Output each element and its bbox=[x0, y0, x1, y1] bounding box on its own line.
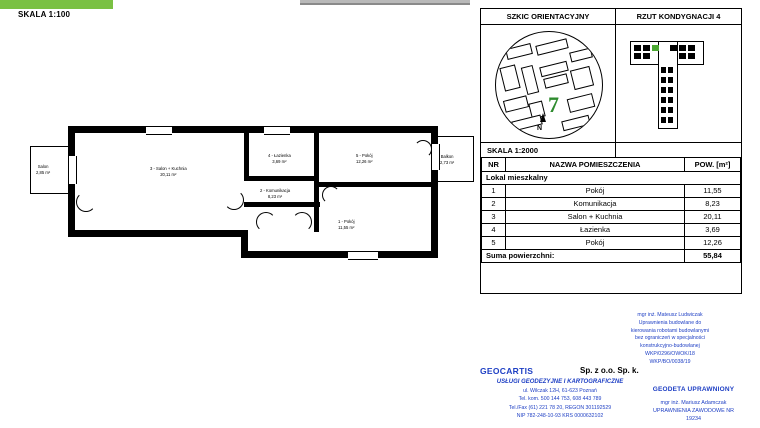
floor-plan bbox=[28, 120, 458, 290]
address-line: Tel./Fax (61) 221 78 20, REGON 301192529 bbox=[508, 404, 612, 411]
note-line: WKP/0296/OWOK/18 bbox=[645, 350, 695, 357]
key-plan-unit bbox=[670, 45, 677, 51]
door-arc-3 bbox=[256, 212, 276, 232]
green-bar-left bbox=[0, 0, 113, 9]
key-plan-wing-v bbox=[658, 41, 678, 129]
cell-area: 12,26 bbox=[685, 236, 741, 249]
floor-key-plan bbox=[616, 25, 741, 143]
sketch-number: 7 bbox=[548, 92, 559, 117]
cell-name: Komunikacja bbox=[506, 197, 685, 210]
key-plan-unit bbox=[688, 53, 695, 59]
info-block bbox=[480, 8, 742, 294]
room-label-lazienka bbox=[268, 153, 291, 164]
cell-name: Łazienka bbox=[506, 223, 685, 236]
wall-int-h2 bbox=[244, 202, 320, 207]
sketch-building bbox=[505, 43, 533, 60]
window-top-2 bbox=[264, 126, 290, 135]
designer-stamp-note bbox=[600, 312, 740, 367]
surveyor-line: mgr inż. Mariusz Adamczak bbox=[660, 400, 727, 406]
surveyor-title: GEODETA UPRAWNIONY bbox=[652, 386, 735, 393]
key-plan-unit bbox=[634, 45, 641, 51]
cell-name: Pokój bbox=[506, 184, 685, 197]
room-area: 8,23 m² bbox=[267, 193, 283, 199]
address-line: Tel. kom. 500 144 753, 608 443 789 bbox=[518, 396, 602, 403]
cell-area: 11,55 bbox=[685, 184, 741, 197]
firm-legal-form: Sp. z o.o. Sp. k. bbox=[580, 366, 639, 375]
wall-int-h1 bbox=[244, 176, 318, 181]
sketch-building bbox=[569, 47, 593, 62]
cell-name: Salon + Kuchnia bbox=[506, 210, 685, 223]
room-area: 12,26 m² bbox=[356, 158, 373, 164]
table-row bbox=[482, 197, 741, 210]
key-plan-unit bbox=[661, 107, 666, 113]
grey-bar-top-2 bbox=[300, 3, 470, 5]
page-scale-label: SKALA 1:100 bbox=[18, 10, 71, 19]
room-label-balkon bbox=[440, 154, 454, 165]
note-line: bez ograniczeń w specjalności bbox=[634, 335, 706, 342]
north-arrow-icon bbox=[540, 113, 546, 122]
wall-int-v2 bbox=[314, 126, 319, 186]
window-left bbox=[68, 156, 77, 184]
sketch-scale-label: SKALA 1:2000 bbox=[481, 143, 616, 158]
window-right bbox=[431, 144, 440, 170]
key-plan-unit bbox=[661, 87, 666, 93]
key-plan-unit bbox=[668, 117, 673, 123]
sketch-circle bbox=[495, 31, 603, 139]
room-area: 3,69 m² bbox=[272, 158, 287, 164]
room-label-pokoj-5 bbox=[356, 153, 373, 164]
room-label-salon-balkon bbox=[36, 164, 50, 175]
key-plan-unit bbox=[634, 53, 641, 59]
room-area: 11,55 m² bbox=[338, 224, 355, 230]
wall-int-v1 bbox=[244, 126, 249, 178]
address-line: ul. Wilczak 12H, 61-623 Poznań bbox=[523, 388, 597, 394]
key-plan-unit-highlight bbox=[652, 45, 659, 51]
key-plan-unit bbox=[643, 45, 650, 51]
key-plan-unit bbox=[679, 45, 686, 51]
table-sum-row bbox=[482, 249, 741, 262]
table-row bbox=[482, 236, 741, 249]
window-bottom bbox=[348, 251, 378, 260]
sketch-building bbox=[503, 95, 529, 112]
key-plan-unit bbox=[668, 107, 673, 113]
table-row bbox=[482, 223, 741, 236]
room-title: Balkon bbox=[440, 154, 454, 159]
key-plan-unit bbox=[661, 67, 666, 73]
door-arc-5 bbox=[322, 186, 340, 204]
floor-key-plan-footer bbox=[616, 143, 741, 158]
wall-bottom-right bbox=[241, 251, 438, 258]
room-title: 1 - Pokój bbox=[338, 219, 355, 224]
cell-nr: 5 bbox=[482, 236, 506, 249]
room-title: 2 - Komunikacja bbox=[260, 188, 291, 193]
premises-table bbox=[481, 158, 741, 263]
sketch-title: SZKIC ORIENTACYJNY bbox=[481, 9, 616, 24]
table-group-row bbox=[482, 171, 741, 184]
table-row bbox=[482, 184, 741, 197]
note-line: kierowania robotami budowlanymi bbox=[630, 327, 710, 334]
firm-address bbox=[480, 387, 640, 420]
th-name: NAZWA POMIESZCZENIA bbox=[506, 158, 685, 171]
room-area: 20,11 m² bbox=[160, 171, 177, 177]
table-row bbox=[482, 210, 741, 223]
address-line: NIP 782-248-10-93 KRS 0000632102 bbox=[516, 412, 604, 419]
door-arc-2 bbox=[224, 190, 244, 210]
cell-nr: 3 bbox=[482, 210, 506, 223]
key-plan-unit bbox=[661, 117, 666, 123]
surveyor-line: UPRAWNIENIA ZAWODOWE NR 19234 bbox=[652, 408, 735, 423]
window-top-1 bbox=[146, 126, 172, 135]
note-line: konstrukcyjno-budowlanej bbox=[640, 343, 700, 350]
sketch-building bbox=[521, 65, 539, 95]
cell-nr: 1 bbox=[482, 184, 506, 197]
door-arc-6 bbox=[414, 140, 432, 158]
th-area: POW. [m²] bbox=[685, 158, 741, 171]
sum-value: 55,84 bbox=[685, 249, 741, 262]
sketch-building bbox=[567, 93, 596, 113]
cell-nr: 4 bbox=[482, 223, 506, 236]
sketch-building bbox=[570, 66, 594, 90]
note-line: mgr inż. Mateusz Ludwiczak bbox=[637, 312, 703, 318]
key-plan-unit bbox=[668, 97, 673, 103]
room-title: Salon bbox=[37, 164, 49, 169]
room-label-salon-kuchnia bbox=[150, 166, 187, 177]
th-nr: NR bbox=[482, 158, 506, 171]
premises-table-grid bbox=[481, 158, 741, 263]
wall-int-h3 bbox=[319, 182, 431, 187]
table-header-row bbox=[482, 158, 741, 171]
wall-top bbox=[68, 126, 438, 133]
key-plan-unit bbox=[668, 67, 673, 73]
key-plan-unit bbox=[668, 87, 673, 93]
cell-area: 8,23 bbox=[685, 197, 741, 210]
wall-bottom-left bbox=[68, 230, 248, 237]
cell-name: Pokój bbox=[506, 236, 685, 249]
note-line: Uprawnienia budowlane do bbox=[638, 319, 702, 326]
key-plan-unit bbox=[661, 97, 666, 103]
room-label-komunikacja bbox=[260, 188, 290, 199]
floor-title: RZUT KONDYGNACJI 4 bbox=[636, 12, 721, 21]
key-plan-unit bbox=[668, 77, 673, 83]
door-arc-4 bbox=[292, 212, 312, 232]
firm-block bbox=[480, 366, 742, 424]
orientation-sketch bbox=[481, 25, 616, 143]
key-plan-unit bbox=[688, 45, 695, 51]
room-label-pokoj-1 bbox=[338, 219, 355, 230]
sketch-building bbox=[499, 64, 520, 91]
room-title: 5 - Pokój bbox=[356, 153, 373, 158]
cell-area: 20,11 bbox=[685, 210, 741, 223]
room-title: 4 - Łazienka bbox=[268, 153, 291, 158]
sum-label: Suma powierzchni: bbox=[482, 249, 685, 262]
north-label: N bbox=[537, 125, 543, 132]
note-line: WKP/BO/0038/19 bbox=[649, 358, 691, 365]
group-label: Lokal mieszkalny bbox=[482, 171, 741, 184]
key-plan-unit bbox=[643, 53, 650, 59]
surveyor-name bbox=[645, 399, 742, 423]
key-plan-unit bbox=[661, 77, 666, 83]
cell-area: 3,69 bbox=[685, 223, 741, 236]
door-arc-1 bbox=[76, 192, 96, 212]
room-area: 2,73 m² bbox=[440, 159, 455, 165]
wall-int-v3 bbox=[314, 182, 319, 232]
firm-subtitle: USŁUGI GEODEZYJNE I KARTOGRAFICZNE bbox=[496, 379, 624, 385]
sketch-building bbox=[561, 115, 591, 131]
info-block-header bbox=[481, 9, 741, 25]
key-plan-unit bbox=[679, 53, 686, 59]
room-area: 2,85 m² bbox=[36, 169, 51, 175]
firm-name: GEOCARTIS bbox=[480, 366, 534, 376]
cell-nr: 2 bbox=[482, 197, 506, 210]
sketch-building bbox=[535, 38, 568, 55]
room-title: 3 - Salon + Kuchnia bbox=[150, 166, 187, 171]
